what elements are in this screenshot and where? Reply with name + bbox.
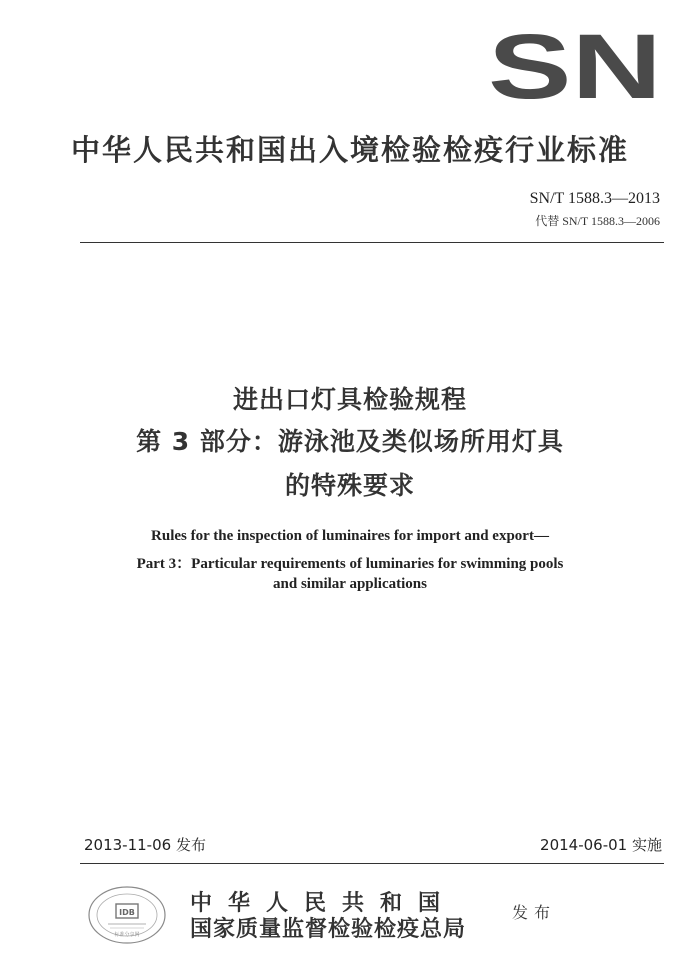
effective-date: 2014-06-01 实施 [540, 836, 662, 854]
cn-title-line-3: 的特殊要求 [284, 471, 415, 500]
sn-logo-text: SN [488, 28, 662, 104]
top-divider [80, 242, 664, 243]
svg-text:IDB: IDB [119, 908, 135, 917]
watermark-seal-icon [86, 884, 168, 946]
en-title-line-2: Part 3：Particular requirements of luminaries for swimming pools [136, 556, 564, 572]
publish-label: 发布 [512, 903, 557, 922]
issuer-line-1: 中华人民共和国 [190, 890, 457, 916]
bottom-divider [80, 863, 664, 864]
industry-standard-title: 中华人民共和国出入境检验检疫行业标准 [70, 133, 629, 167]
sn-logo [486, 28, 664, 104]
cn-title-line-2: 第 3 部分：游泳池及类似场所用灯具 [136, 427, 564, 456]
replaces-standard: 代替 SN/T 1588.3—2006 [535, 214, 660, 228]
issue-date: 2013-11-06 发布 [84, 836, 206, 854]
cn-title-line-1: 进出口灯具检验规程 [232, 385, 467, 414]
standard-number: SN/T 1588.3—2013 [529, 190, 660, 207]
en-title-line-1: Rules for the inspection of luminaires for import and export— [151, 528, 549, 544]
issuer-line-2: 国家质量监督检验检疫总局 [190, 916, 467, 942]
seal-text: 标准分享网 [114, 932, 140, 938]
en-title-line-3: and similar applications [273, 576, 427, 592]
